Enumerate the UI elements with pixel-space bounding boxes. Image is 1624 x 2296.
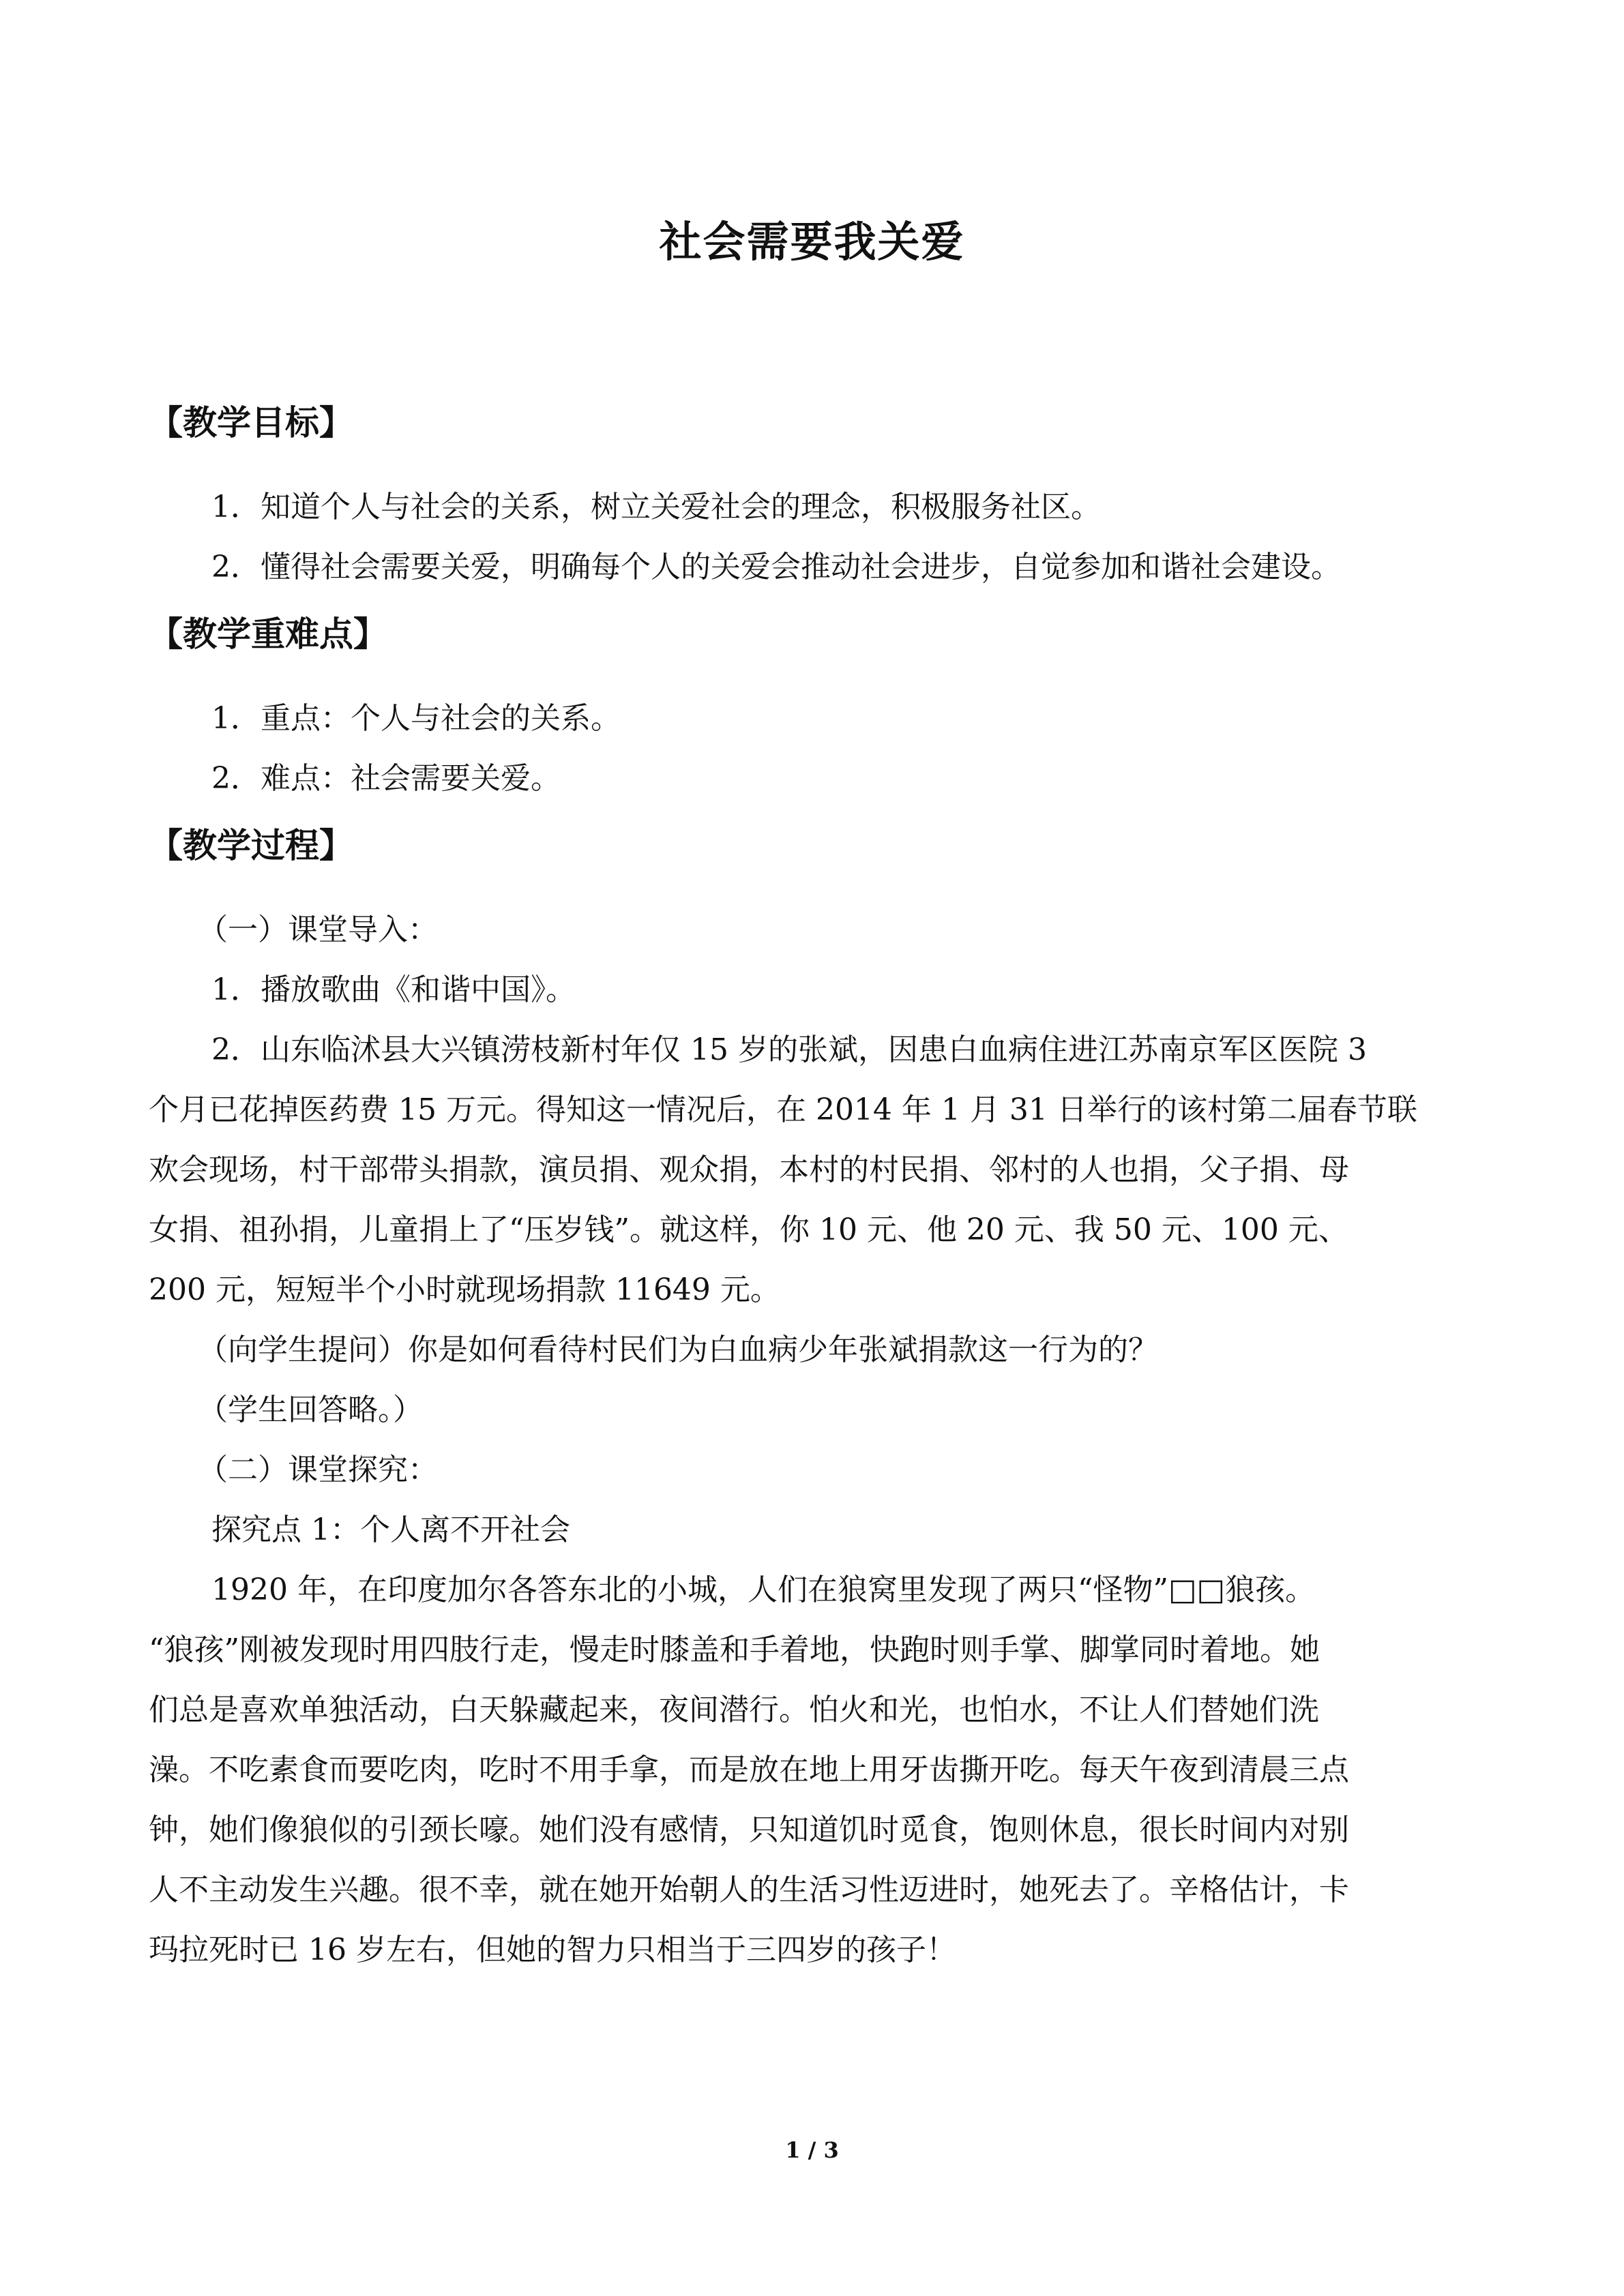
paragraph-line: 钟，她们像狼似的引颈长嚎。她们没有感情，只知道饥时觅食，饱则休息，很长时间内对别	[149, 1813, 1349, 1847]
paragraph-line: 个月已花掉医药费 15 万元。得知这一情况后，在 2014 年 1 月 31 日举行的该村第二届春节联	[149, 1092, 1417, 1127]
objectives-heading: 【教学目标】	[149, 402, 353, 443]
intro-label: （一）课堂导入：	[198, 912, 438, 947]
paragraph-line: 2．山东临沭县大兴镇涝枝新村年仅 15 岁的张斌，因患白血病住进江苏南京军区医院 3	[211, 1032, 1367, 1067]
paragraph-line: 们总是喜欢单独活动，白天躲藏起来，夜间潜行。怕火和光，也怕水，不让人们替她们洗	[149, 1693, 1319, 1727]
objective-item-1: 1．知道个人与社会的关系，树立关爱社会的理念，积极服务社区。	[211, 490, 1101, 524]
page-title: 社会需要我关爱	[659, 217, 965, 267]
explore-label: （二）课堂探究：	[198, 1452, 438, 1487]
student-answer: （学生回答略。）	[198, 1392, 423, 1427]
paragraph-line: 澡。不吃素食而要吃肉，吃时不用手拿，而是放在地上用牙齿撕开吃。每天午夜到清晨三点	[149, 1753, 1349, 1787]
explore-point-1: 探究点 1：个人离不开社会	[211, 1512, 570, 1547]
paragraph-line: “狼孩”刚被发现时用四肢行走，慢走时膝盖和手着地，快跑时则手掌、脚掌同时着地。她	[149, 1632, 1320, 1667]
process-heading: 【教学过程】	[149, 825, 353, 865]
paragraph-line: 人不主动发生兴趣。很不幸，就在她开始朝人的生活习性迈进时，她死去了。辛格估计，卡	[149, 1873, 1349, 1907]
paragraph-line: 玛拉死时已 16 岁左右，但她的智力只相当于三四岁的孩子！	[149, 1933, 956, 1967]
intro-step-1: 1．播放歌曲《和谐中国》。	[211, 972, 576, 1007]
key-point-item-2: 2．难点：社会需要关爱。	[211, 761, 561, 796]
key-points-heading: 【教学重难点】	[149, 614, 387, 654]
page-number: 1 / 3	[785, 2137, 839, 2163]
key-point-item-1: 1．重点：个人与社会的关系。	[211, 701, 621, 736]
paragraph-line: 女捐、祖孙捐，儿童捐上了“压岁钱”。就这样，你 10 元、他 20 元、我 50 元、100 元、	[149, 1212, 1348, 1247]
paragraph-line: 200 元，短短半个小时就现场捐款 11649 元。	[149, 1272, 780, 1307]
teacher-question: （向学生提问）你是如何看待村民们为白血病少年张斌捐款这一行为的？	[198, 1332, 1158, 1367]
paragraph-line: 1920 年，在印度加尔各答东北的小城，人们在狼窝里发现了两只“怪物”□□狼孩。	[211, 1572, 1316, 1607]
paragraph-line: 欢会现场，村干部带头捐款，演员捐、观众捐，本村的村民捐、邻村的人也捐，父子捐、母	[149, 1152, 1349, 1187]
objective-item-2: 2．懂得社会需要关爱，明确每个人的关爱会推动社会进步，自觉参加和谐社会建设。	[211, 550, 1341, 584]
